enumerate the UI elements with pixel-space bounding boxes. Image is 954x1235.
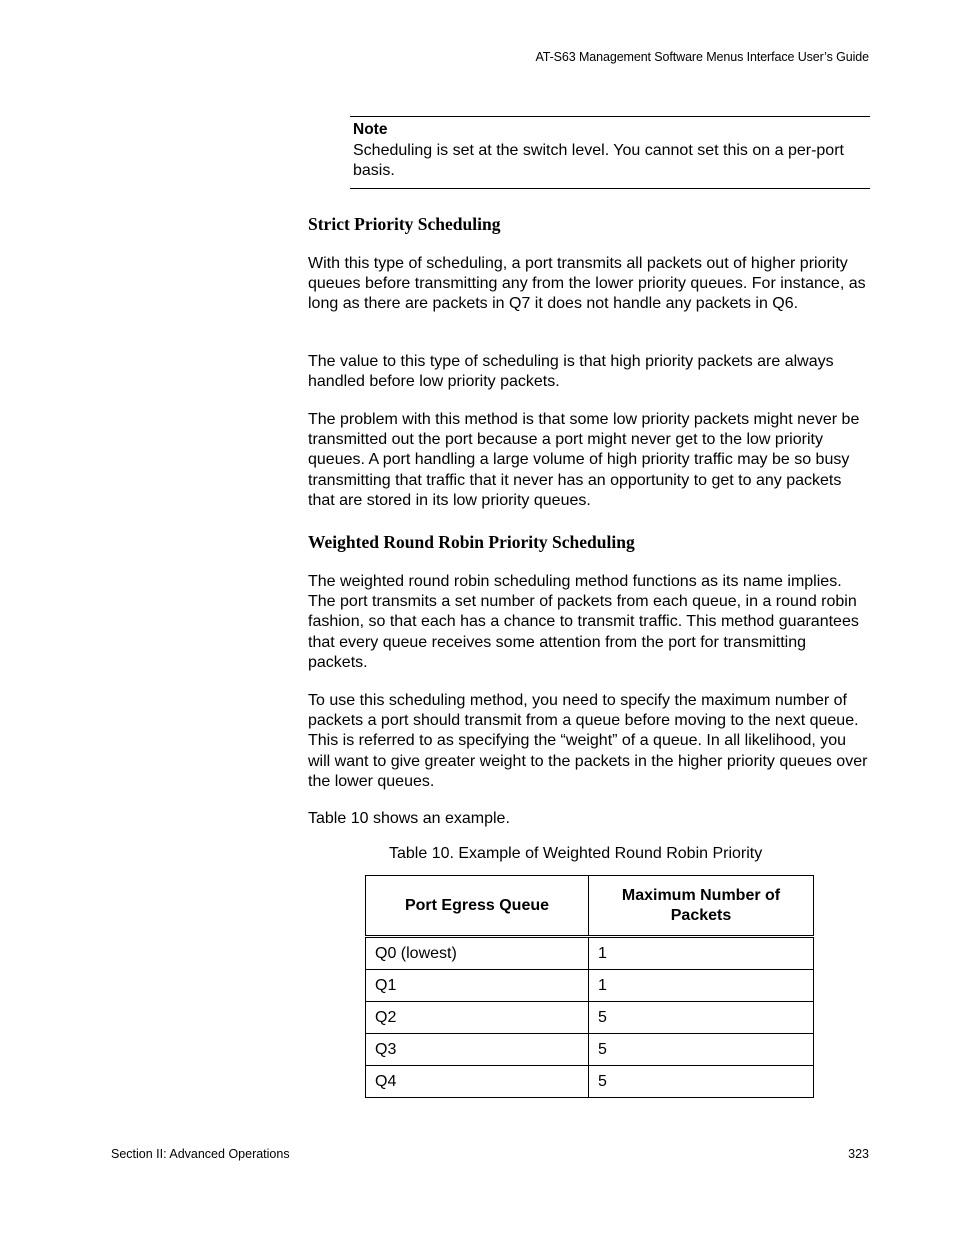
table-row <box>366 970 814 1002</box>
note-label: Note <box>353 121 388 138</box>
page-number: 323 <box>848 1147 869 1161</box>
section-heading-strict-priority: Strict Priority Scheduling <box>308 214 501 234</box>
note-text: Scheduling is set at the switch level. You cannot set this on a per-port basis. <box>353 142 844 179</box>
paragraph: The problem with this method is that some low priority packets might never be transmitted out the port because a port might never get to the low priority queues. A port handling a large volume of high priority traffic may be so busy transmitting that traffic that it never has an opportunity to get to any packets that are stored in its low priority queues. <box>308 411 860 509</box>
table-row <box>366 937 814 970</box>
packets-cell: 5 <box>589 1066 814 1098</box>
queue-cell: Q0 (lowest) <box>366 937 589 970</box>
column-header-port-egress-queue: Port Egress Queue <box>366 876 589 937</box>
queue-cell: Q2 <box>366 1002 589 1034</box>
table-row <box>366 1034 814 1066</box>
paragraph: The weighted round robin scheduling method functions as its name implies. The port transmits a set number of packets from each queue, in a round robin fashion, so that each has a chance to transmit traffic. This method guarantees that every queue receives some attention from the port for transmitting packets. <box>308 573 859 671</box>
section-heading-weighted-round-robin: Weighted Round Robin Priority Scheduling <box>308 532 635 552</box>
table-row <box>366 1066 814 1098</box>
paragraph: Table 10 shows an example. <box>308 810 510 827</box>
column-header-maximum-packets: Maximum Number of Packets <box>589 876 814 937</box>
queue-cell: Q1 <box>366 970 589 1002</box>
note-box <box>350 116 870 189</box>
packets-cell: 5 <box>589 1034 814 1066</box>
queue-cell: Q3 <box>366 1034 589 1066</box>
table-header-row <box>366 876 814 937</box>
paragraph: With this type of scheduling, a port transmits all packets out of higher priority queues before transmitting any from the lower priority queues. For instance, as long as there are packets in Q7 it does not handle any packets in Q6. <box>308 255 866 313</box>
table-caption: Table 10. Example of Weighted Round Robin Priority <box>389 845 763 862</box>
packets-cell: 5 <box>589 1002 814 1034</box>
queue-cell: Q4 <box>366 1066 589 1098</box>
packets-cell: 1 <box>589 937 814 970</box>
packets-cell: 1 <box>589 970 814 1002</box>
footer-section-title: Section II: Advanced Operations <box>111 1147 290 1161</box>
table-row <box>366 1002 814 1034</box>
paragraph: To use this scheduling method, you need to specify the maximum number of packets a port should transmit from a queue before moving to the next queue. This is referred to as specifying the “weight” of a queue. In all likelihood, you will want to give greater weight to the packets in the higher priority queues over the lower queues. <box>308 692 868 790</box>
paragraph: The value to this type of scheduling is that high priority packets are always handled before low priority packets. <box>308 353 834 391</box>
weighted-round-robin-table <box>365 875 814 1098</box>
running-header: AT-S63 Management Software Menus Interface User’s Guide <box>535 50 869 64</box>
